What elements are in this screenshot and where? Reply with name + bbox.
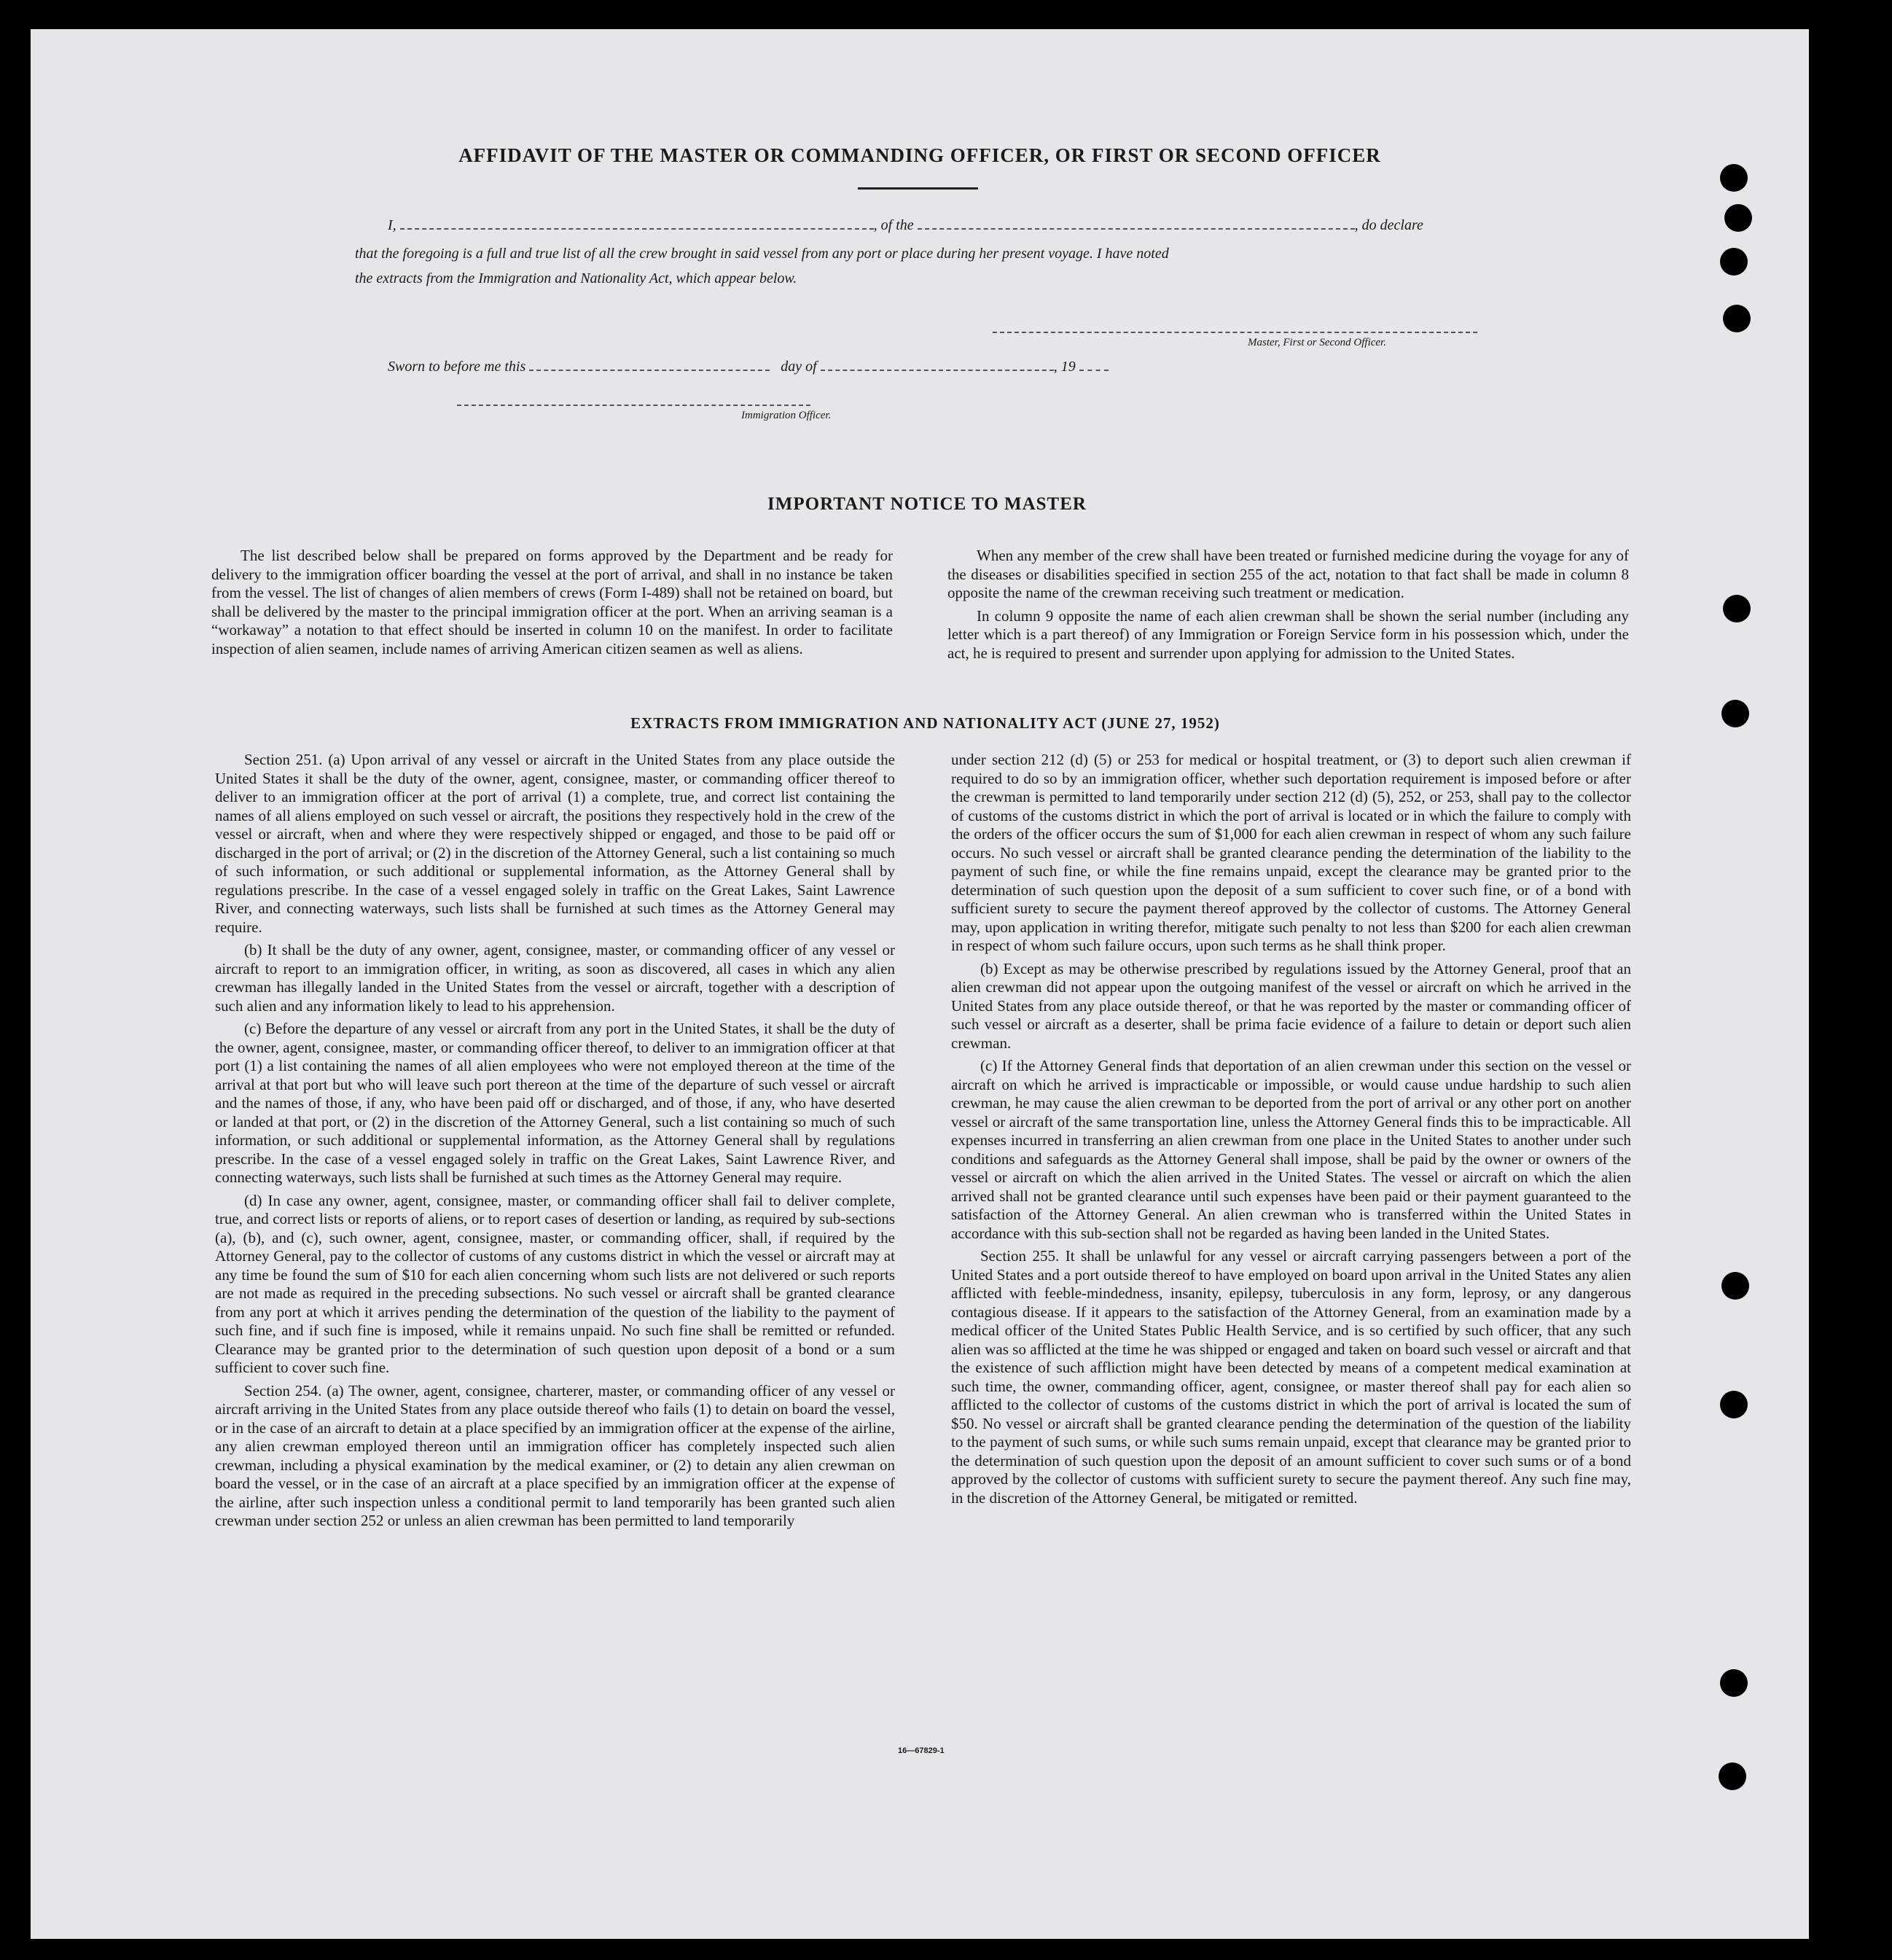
- section-251-c: (c) Before the departure of any vessel or aircraft from any port in the United States, it shall be the duty of the owner, agent, consignee, master, or commanding officer thereof, to deliver to an immigration officer at that port (1) a list containing the names of all alien employees who were not employed thereon at the time of the arrival at that port but who will leave such port thereon at the time of the departure of such vessel or aircraft and the names of those, if any, who have been paid off or discharged, and of those, if any, who have deserted or landed at that port, or (2) in the discretion of the Attorney General, such a list containing so much of such information, or such additional or supplemental information, as the Attorney General shall by regulations prescribe. In the case of a vessel engaged solely in traffic on the Great Lakes, Saint Lawrence River, and connecting waterways, such lists shall be furnished at such times as the Attorney General may require.: [215, 1020, 895, 1186]
- punch-hole: [1723, 305, 1751, 332]
- section-254-c: (c) If the Attorney General finds that deportation of an alien crewman under this section on the vessel or aircraft on which he arrived is impracticable or impossible, or would cause undue hardship to such alien crewman, he may cause the alien crewman to be deported from the port of arrival or any other port on another vessel or aircraft of the same transportation line, unless the Attorney General finds this to be impracticable. All expenses incurred in transferring an alien crewman from one place in the United States to another under such conditions and safeguards as the Attorney General shall impose, shall be paid by the owner or owners of the vessel or aircraft on which the alien arrived in the United States. The vessel or aircraft on which the alien arrived shall not be granted clearance until such expenses have been paid or their payment guaranteed to the satisfaction of the Attorney General. An alien crewman who is transferred within the United States in accordance with this sub-section shall not be regarded as having been landed in the United States.: [951, 1057, 1631, 1242]
- affidavit-i-label: I,: [388, 217, 396, 233]
- affidavit-line-1: [388, 217, 1510, 234]
- sworn-day-field[interactable]: [529, 370, 770, 371]
- section-255: Section 255. It shall be unlawful for any vessel or aircraft carrying passengers between a port of the United States and a port outside thereof to have employed on board upon arrival in the United States any alien afflicted with feeble-mindedness, insanity, epilepsy, tuberculosis in any form, leprosy, or any dangerous contagious disease. If it appears to the satisfaction of the Attorney General, from an examination made by a medical officer of the United States Public Health Service, and is so certified by such officer, that any such alien was so afflicted at the time he was shipped or engaged and taken on board such vessel or aircraft and that the existence of such affliction might have been detected by means of a competent medical examination at such time, the owner, commanding officer, agent, consignee, or master thereof shall pay for each alien so afflicted to the collector of customs of the customs district in which the port of arrival is located the sum of $50. No vessel or aircraft shall be granted clearance pending the determination of the question of the liability to the payment of such sums, or while such sums remain unpaid, except that clearance may be granted prior to the determination of such question upon the deposit of an amount sufficient to cover such sums or of a bond approved by the collector of customs with sufficient surety to secure the payment thereof. Any such fine may, in the discretion of the Attorney General, be mitigated or remitted.: [951, 1247, 1631, 1507]
- punch-hole: [1721, 1272, 1749, 1300]
- punch-hole: [1720, 164, 1748, 192]
- officer-signature-line[interactable]: [457, 405, 810, 406]
- punch-hole: [1719, 1762, 1746, 1790]
- section-254-b: (b) Except as may be otherwise prescribed by regulations issued by the Attorney General, proof that an alien crewman did not appear upon the outgoing manifest of the vessel or aircraft on which he arrived in the United States from any place outside thereof, or that he was reported by the master or commanding officer of such vessel or aircraft as a deserter, shall be prima facie evidence of a failure to detain or deport such alien crewman.: [951, 959, 1631, 1052]
- do-declare-label: , do declare: [1354, 217, 1423, 233]
- affidavit-title: AFFIDAVIT OF THE MASTER OR COMMANDING OFFICER, OR FIRST OR SECOND OFFICER: [458, 144, 1381, 166]
- extracts-left-column: [215, 751, 895, 1535]
- sworn-label: Sworn to before me this: [388, 359, 526, 375]
- punch-hole: [1724, 204, 1752, 232]
- form-number: 16—67829-1: [898, 1746, 945, 1755]
- section-251-d: (d) In case any owner, agent, consignee, master, or commanding officer shall fail to deliver complete, true, and correct lists or reports of aliens, or to report cases of desertion or landing, as required by sub-sections (a), (b), and (c), such owner, agent, consignee, master, or commanding officer, shall, if required by the Attorney General, pay to the collector of customs of any customs district in which the vessel or aircraft may at any time be found the sum of $10 for each alien concerning whom such lists are not delivered or such reports are not made as required in the preceding subsections. No such vessel or aircraft shall be granted clearance from any port at which it arrives pending the determination of the question of the liability to the payment of such fine, and if such fine is imposed, while it remains unpaid. No such fine shall be remitted or refunded. Clearance may be granted prior to the determination of such question upon deposit of a bond or a sum sufficient to cover such fine.: [215, 1191, 895, 1376]
- notice-right-text-1: When any member of the crew shall have been treated or furnished medicine during the voyage for any of the diseases or disabilities specified in section 255 of the act, notation to that fact shall be made in column 8 opposite the name of the crewman receiving such treatment or medication.: [947, 547, 1629, 601]
- sworn-year-field[interactable]: [1079, 370, 1109, 371]
- notice-right-text-2: In column 9 opposite the name of each alien crewman shall be shown the serial number (including any letter which is a part thereof) of any Immigration or Foreign Service form in his possession which, under the act, he is required to present and surrender upon applying for admission to the United States.: [947, 606, 1629, 662]
- notice-left-text: The list described below shall be prepared on forms approved by the Department and be ready for delivery to the immigration officer boarding the vessel at the port of arrival, and shall in no instance be taken from the vessel. The list of changes of alien members of crews (Form I-489) shall not be retained on board, but shall be delivered by the master to the principal immigration officer at the port. When an arriving seaman is a “workaway” a notation to that effect should be inserted in column 10 on the manifest. In order to facilitate inspection of alien seamen, include names of arriving American citizen seamen as well as aliens.: [211, 547, 893, 657]
- document-page: [31, 29, 1809, 1939]
- master-label: Master, First or Second Officer.: [1248, 337, 1386, 348]
- name-field[interactable]: [400, 228, 874, 230]
- notice-left-column: [211, 547, 893, 663]
- affidavit-line-3: the extracts from the Immigration and Nationality Act, which appear below.: [355, 270, 797, 286]
- section-251-a: Section 251. (a) Upon arrival of any vessel or aircraft in the United States from any place outside the United States it shall be the duty of the owner, agent, consignee, master, or commanding officer thereof to deliver to an immigration officer at the port of arrival (1) a complete, true, and correct list containing the names of all aliens employed on such vessel or aircraft, the positions they respectively hold in the crew of the vessel or aircraft, when and where they were respectively shipped or engaged, and those to be paid off or discharged in the port of arrival; or (2) in the discretion of the Attorney General, such a list containing so much of such information, or such additional or supplemental information, as the Attorney General shall by regulations prescribe. In the case of a vessel engaged solely in traffic on the Great Lakes, Saint Lawrence River, and connecting waterways, such lists shall be furnished at such times as the Attorney General may require.: [215, 751, 895, 936]
- day-of-label: day of: [781, 359, 817, 375]
- section-254-a-cont: under section 212 (d) (5) or 253 for medical or hospital treatment, or (3) to deport such alien crewman if required to do so by an immigration officer, whether such deportation requirement is imposed before or after the crewman is permitted to land temporarily under section 212 (d) (5), 252, or 253, shall pay to the collector of customs of the customs district in which the port of arrival is located or in which the failure to comply with the orders of the officer occurs the sum of $1,000 for each alien crewman in respect of whom any such failure occurs. No such vessel or aircraft shall be granted clearance pending the determination of the liability to the payment of such fine, or while the fine remains unpaid, except the clearance may be granted prior to the determination of such question upon the deposit of a sum sufficient to cover such fine, or of a bond with sufficient surety to secure the payment thereof approved by the collector of customs. The Attorney General may, upon application in writing therefor, mitigate such penalty to not less than $200 for each alien crewman in respect of whom such failure occurs, upon such terms as he shall think proper.: [951, 751, 1631, 954]
- affidavit-line-2: that the foregoing is a full and true list of all the crew brought in said vessel from any port or place during her present voyage. I have noted: [355, 246, 1169, 262]
- sworn-line: [388, 359, 1262, 375]
- of-the-label: , of the: [873, 217, 914, 233]
- year-label: , 19: [1053, 359, 1076, 375]
- master-signature-line[interactable]: [993, 332, 1477, 333]
- title-rule: [858, 187, 978, 190]
- extracts-title: EXTRACTS FROM IMMIGRATION AND NATIONALITY ACT (JUNE 27, 1952): [630, 714, 1220, 732]
- officer-label: Immigration Officer.: [741, 410, 832, 421]
- extracts-right-column: [951, 751, 1631, 1512]
- vessel-field[interactable]: [918, 228, 1355, 230]
- section-251-b: (b) It shall be the duty of any owner, agent, consignee, master, or commanding officer of any vessel or aircraft to report to an immigration officer, in writing, as soon as discovered, all cases in which any alien crewman has illegally landed in the United States from the vessel or aircraft, together with a description of such alien and any information likely to lead to his apprehension.: [215, 941, 895, 1015]
- punch-hole: [1720, 1391, 1748, 1418]
- sworn-month-field[interactable]: [821, 370, 1054, 371]
- notice-title: IMPORTANT NOTICE TO MASTER: [767, 494, 1087, 514]
- punch-hole: [1720, 1669, 1748, 1697]
- punch-hole: [1723, 595, 1751, 622]
- section-254-a: Section 254. (a) The owner, agent, consignee, charterer, master, or commanding officer of any vessel or aircraft arriving in the United States from any place outside thereof who fails (1) to detain on board the vessel, or in the case of an aircraft to detain at a place specified by an immigration officer at the expense of the airline, any alien crewman employed thereon until an immigration officer has completely inspected such alien crewman, including a physical examination by the medical examiner, or (2) to detain any alien crewman on board the vessel, or in the case of an aircraft at a place specified by an immigration officer at the expense of the airline, after such inspection unless a conditional permit to land temporarily has been granted such alien crewman under section 252 or unless an alien crewman has been permitted to land temporarily: [215, 1381, 895, 1529]
- notice-right-column: [947, 547, 1629, 667]
- punch-hole: [1720, 248, 1748, 276]
